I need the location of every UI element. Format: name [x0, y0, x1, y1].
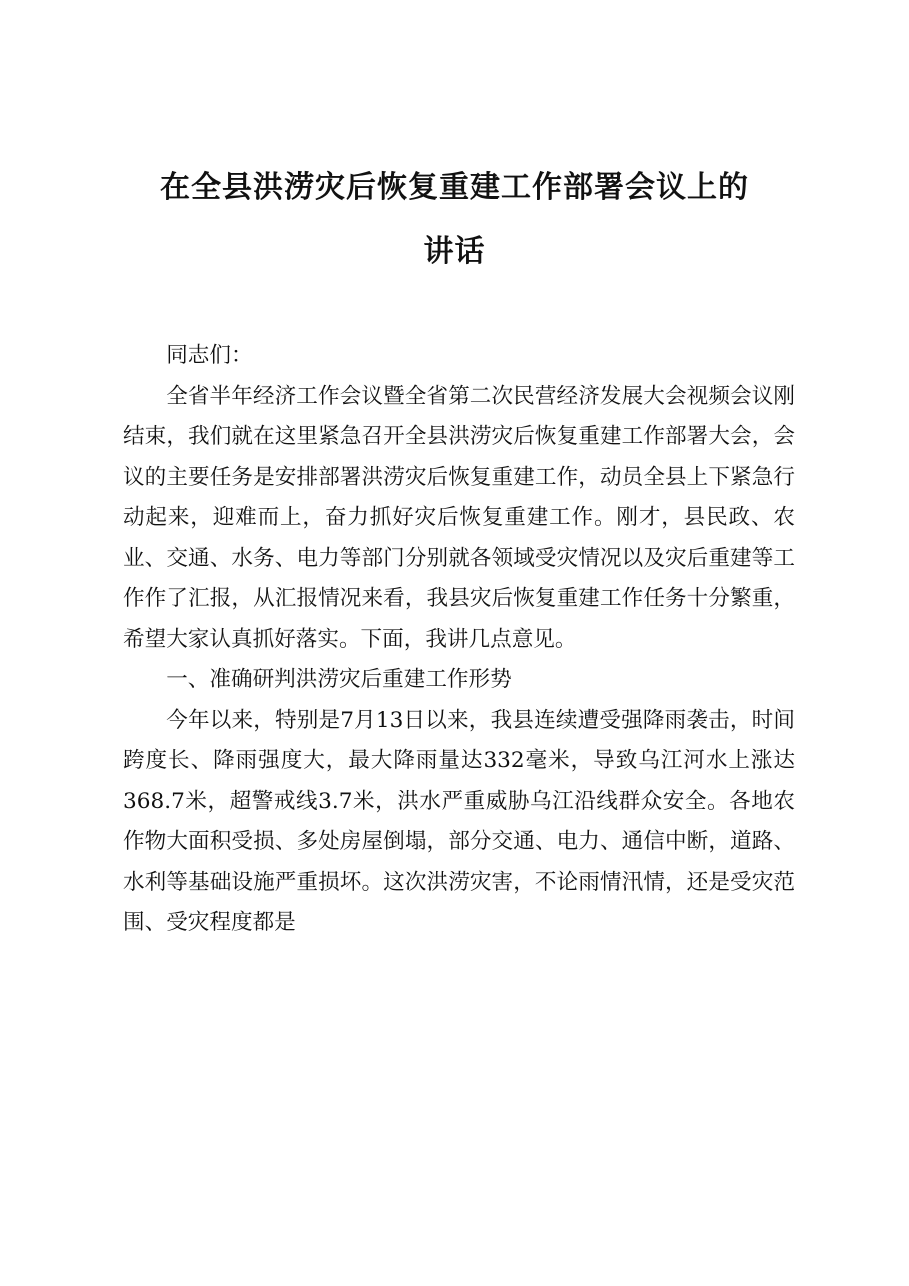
document-title-line-2: 讲话 [423, 234, 486, 269]
paragraph-intro: 全省半年经济工作会议暨全省第二次民营经济发展大会视频会议刚结束，我们就在这里紧急召开全县洪涝灾后恢复重建工作部署大会，会议的主要任务是安排部署洪涝灾后恢复重建工作，动员全县上下紧急行动起来，迎难而上，奋力抓好灾后恢复重建工作。刚才，县民政、农业、交通、水务、电力等部门分别就各领域受灾情况以及灾后重建等工作作了汇报，从汇报情况来看，我县灾后恢复重建工作任务十分繁重，希望大家认真抓好落实。下面，我讲几点意见。 [123, 383, 795, 652]
salutation: 同志们： [166, 343, 253, 368]
document-title-line-1: 在全县洪涝灾后恢复重建工作部署会议上的 [160, 170, 749, 205]
section-heading-1: 一、准确研判洪涝灾后重建工作形势 [166, 667, 512, 692]
paragraph-situation: 今年以来，特别是7月13日以来，我县连续遭受强降雨袭击，时间跨度长、降雨强度大，最大降雨量达332毫米，导致乌江河水上涨达368.7米，超警戒线3.7米，洪水严重威胁乌江沿线群众安全。各地农作物大面积受损、多处房屋倒塌，部分交通、电力、通信中断，道路、水利等基础设施严重损坏。这次洪涝灾害，不论雨情汛情，还是受灾范围、受灾程度都是 [123, 707, 795, 935]
document-body [123, 336, 795, 944]
